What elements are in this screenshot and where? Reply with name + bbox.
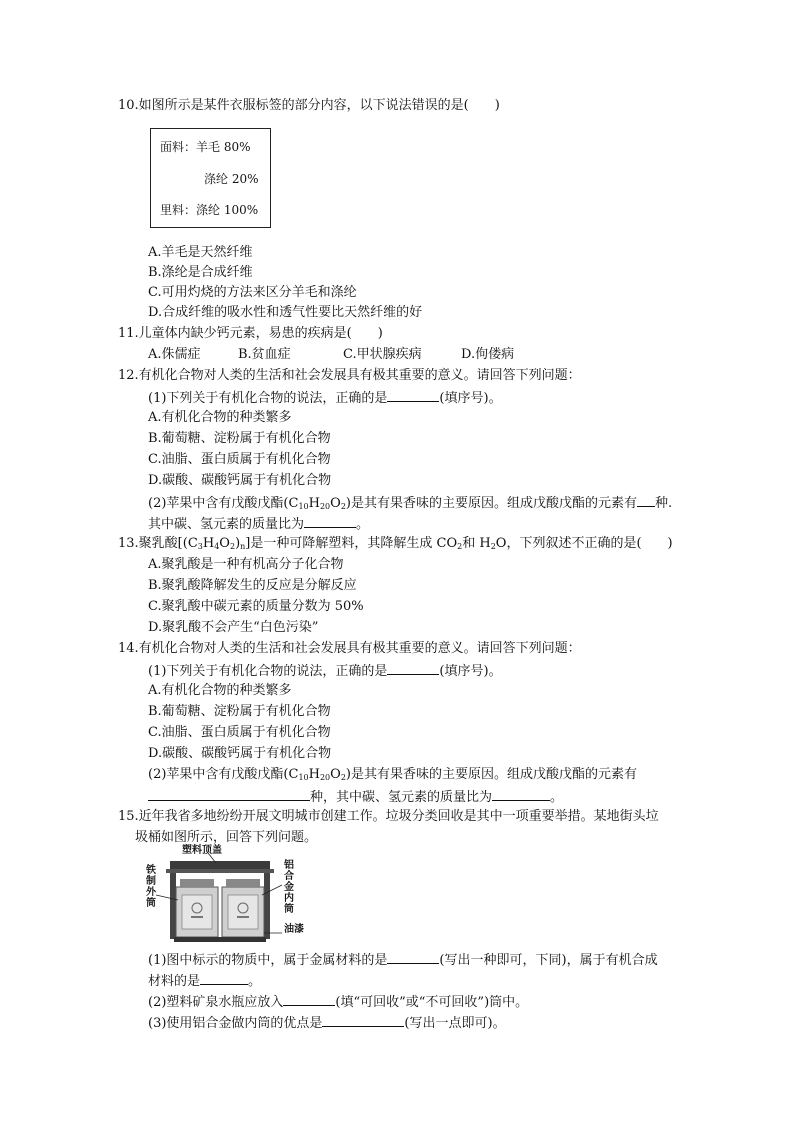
answer-blank[interactable] (200, 971, 248, 985)
q15-sub1: (1)图中标示的物质中，属于金属材料的是 (写出一种即可，下同)，属于有机合成 (148, 950, 658, 970)
q15-sub3: (3)使用铝合金做内筒的优点是 (写出一点即可)。 (148, 1013, 506, 1033)
q11-option-b: B.贫血症 (238, 347, 291, 362)
q14-sub2: (2)苹果中含有戊酸戊酯$(C_{10}H_{20}O_2)$是其有果香味的主要原因。组成戊酸戊酯的元素有 (148, 767, 637, 782)
q13-stem: 13.聚乳酸$[(C_3H_4O_2)_n]$是一种可降解塑料，其降解生成 $CO_2$和 $H_2O$，下列叙述不正确的是( ) (118, 536, 673, 551)
q14-sub1: (1)下列关于有机化合物的说法，正确的是 (填序号)。 (148, 661, 502, 681)
q13-option-a: A.聚乳酸是一种有机高分子化合物 (148, 557, 344, 572)
q11-option-d: D.佝偻病 (461, 347, 515, 362)
q12-sub2-line2: 其中碳、氢元素的质量比为 。 (148, 514, 369, 534)
q12-option-a: A.有机化合物的种类繁多 (148, 410, 292, 425)
q14-option-b: B.葡萄糖、淀粉属于有机化合物 (148, 704, 331, 719)
answer-blank[interactable] (387, 661, 439, 675)
q12-option-d: D.碳酸、碳酸钙属于有机化合物 (148, 473, 332, 488)
q13-option-d: D.聚乳酸不会产生“白色污染” (148, 620, 319, 635)
trash-bin-figure (146, 845, 316, 945)
q10-option-a: A.羊毛是天然纤维 (148, 245, 253, 260)
q15-stem-line1: 15.近年我省多地纷纷开展文明城市创建工作。垃圾分类回收是其中一项重要举措。某地街头垃 (118, 809, 659, 824)
q10-option-d: D.合成纤维的吸水性和透气性要比天然纤维的好 (148, 305, 423, 320)
label-row-fabric: 面料：羊毛 80% (160, 140, 251, 154)
answer-blank[interactable] (304, 514, 356, 528)
q15-sub1-line2: 材料的是 。 (148, 971, 261, 991)
q12-option-c: C.油脂、蛋白质属于有机化合物 (148, 452, 331, 467)
q14-option-c: C.油脂、蛋白质属于有机化合物 (148, 725, 331, 740)
q14-sub2-line2: 种，其中碳、氢元素的质量比为 。 (148, 787, 563, 807)
q11-stem: 11.儿童体内缺少钙元素，易患的疾病是( ) (118, 326, 383, 341)
label-row-lining: 里料：涤纶 100% (160, 203, 259, 217)
label-row-polyester: 涤纶 20% (204, 172, 259, 186)
q14-stem: 14.有机化合物对人类的生活和社会发展具有极其重要的意义。请回答下列问题： (118, 641, 581, 656)
figure-label-aluminum-inner: 铝合金内筒 (284, 860, 294, 915)
q15-stem-line2: 圾桶如图所示，回答下列问题。 (135, 830, 318, 845)
q11-option-c: C.甲状腺疾病 (343, 347, 422, 362)
q12-sub2: (2)苹果中含有戊酸戊酯$(C_{10}H_{20}O_2)$是其有果香味的主要原因。组成戊酸戊酯的元素有 种. (148, 493, 672, 513)
figure-label-plastic-lid: 塑料顶盖 (182, 845, 222, 856)
q12-option-b: B.葡萄糖、淀粉属于有机化合物 (148, 431, 331, 446)
answer-blank[interactable] (387, 950, 439, 964)
figure-label-paint: 油漆 (284, 924, 304, 935)
q14-option-a: A.有机化合物的种类繁多 (148, 683, 292, 698)
q12-stem: 12.有机化合物对人类的生活和社会发展具有极其重要的意义。请回答下列问题： (118, 368, 581, 383)
q10-stem: 10.如图所示是某件衣服标签的部分内容，以下说法错误的是( ) (118, 98, 500, 113)
q11-option-a: A.侏儒症 (148, 347, 201, 362)
figure-label-iron-shell: 铁制外筒 (146, 865, 156, 909)
q14-option-d: D.碳酸、碳酸钙属于有机化合物 (148, 746, 332, 761)
answer-blank[interactable] (637, 493, 655, 507)
q10-option-c: C.可用灼烧的方法来区分羊毛和涤纶 (148, 285, 357, 300)
q10-option-b: B.涤纶是合成纤维 (148, 265, 253, 280)
answer-blank[interactable] (492, 787, 550, 801)
answer-blank[interactable] (387, 388, 439, 402)
q12-sub1: (1)下列关于有机化合物的说法，正确的是 (填序号)。 (148, 388, 502, 408)
q13-option-b: B.聚乳酸降解发生的反应是分解反应 (148, 578, 357, 593)
answer-blank[interactable] (322, 1013, 404, 1027)
answer-blank[interactable] (148, 787, 310, 801)
q13-option-c: C.聚乳酸中碳元素的质量分数为 50% (148, 599, 364, 614)
clothing-label-figure (150, 128, 271, 228)
answer-blank[interactable] (283, 992, 335, 1006)
q15-sub2: (2)塑料矿泉水瓶应放入 (填“可回收”或“不可回收”)筒中。 (148, 992, 528, 1012)
